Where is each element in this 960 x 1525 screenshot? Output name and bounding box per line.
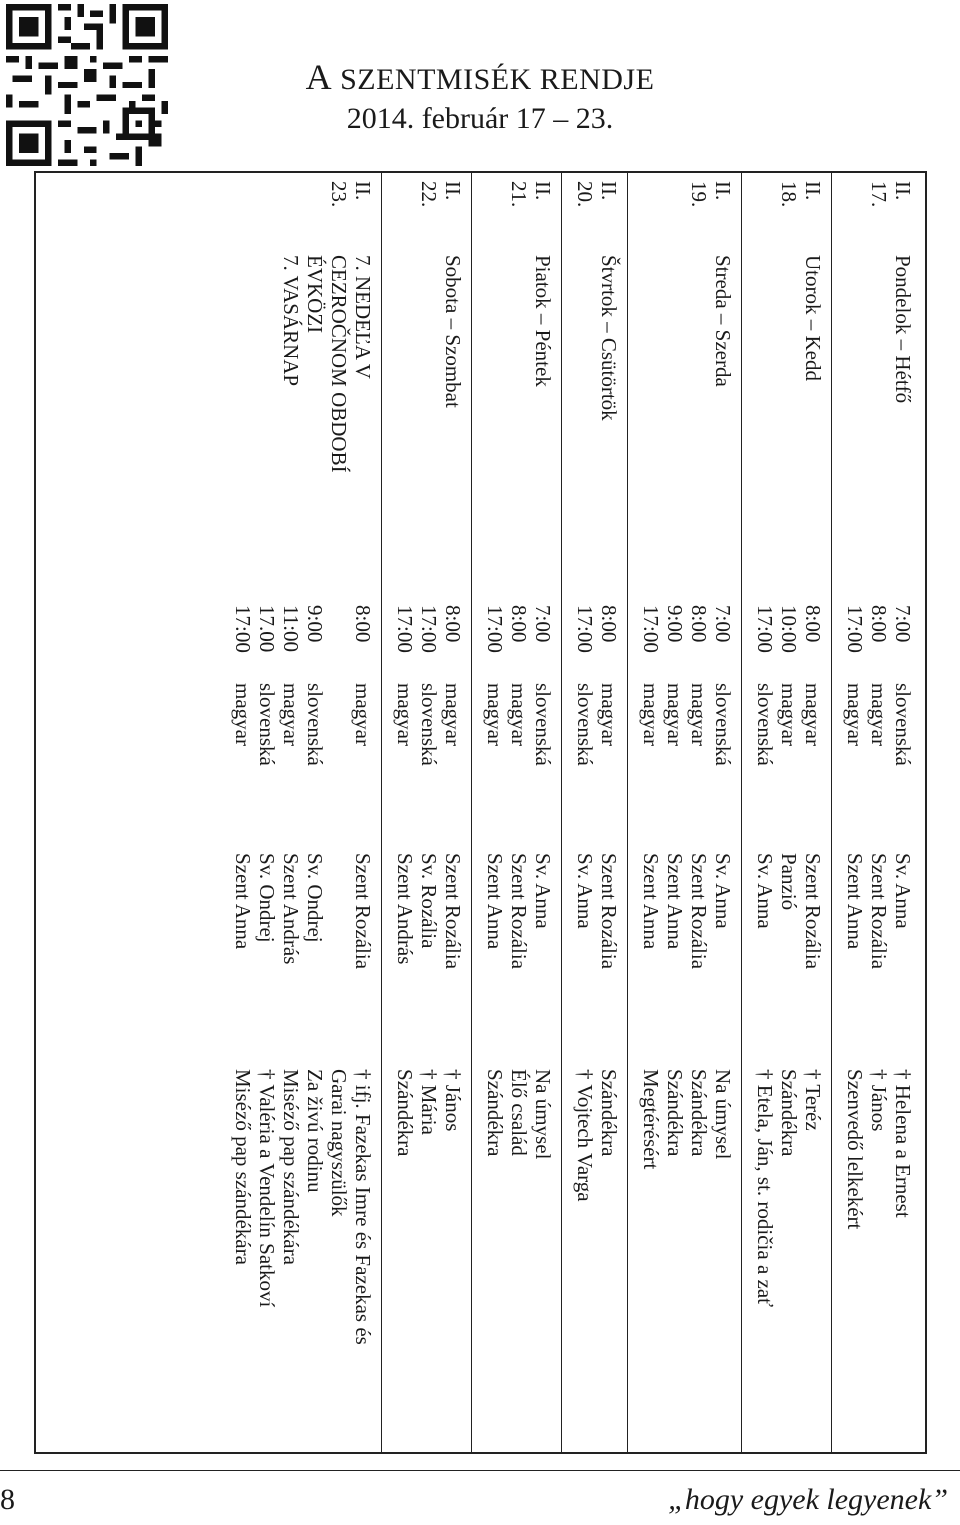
language-cell-line: magyar — [597, 683, 621, 746]
time-cell — [639, 605, 735, 685]
location-cell-line: Szent Anna — [843, 853, 867, 950]
time-cell-line: 9:00 — [303, 605, 327, 643]
location-cell-line: Sv. Anna — [711, 853, 735, 929]
date-cell-line: II. — [891, 181, 915, 201]
location-cell — [573, 853, 621, 1053]
time-cell-line: 17:00 — [573, 605, 597, 653]
time-cell — [231, 605, 375, 685]
time-cell-line: 7:00 — [891, 605, 915, 643]
page-heading — [300, 58, 660, 139]
intention-cell-line: Za živú rodinu — [303, 1069, 327, 1193]
day-name-cell-line: CEZROČNOM OBDOBÍ — [327, 255, 351, 473]
location-cell — [231, 853, 375, 1053]
location-cell-line: Szent Anna — [639, 853, 663, 950]
date-cell-line: 23. — [327, 181, 351, 208]
day-row — [561, 173, 627, 1452]
location-cell-line: Szent Rozália — [597, 853, 621, 970]
time-cell-line: 17.00 — [255, 605, 279, 653]
language-cell — [393, 683, 465, 813]
intention-cell-line: Miséző pap szándékára — [279, 1069, 303, 1265]
intention-cell-line: † János — [441, 1069, 465, 1132]
day-name-cell — [597, 255, 621, 615]
language-cell-line: magyar — [777, 683, 801, 746]
time-cell-line: 8:00 — [801, 605, 825, 643]
date-cell — [687, 181, 735, 241]
day-row — [627, 173, 741, 1452]
intention-cell-line: Szándékra — [663, 1069, 687, 1157]
day-row — [219, 173, 381, 1452]
intention-cell-line: † János — [867, 1069, 891, 1132]
time-cell — [843, 605, 915, 685]
day-name-cell-line: Pondelok – Hétfő — [891, 255, 915, 404]
intention-cell — [573, 1069, 621, 1449]
time-cell-line: 17:00 — [639, 605, 663, 653]
time-cell-line: 17:00 — [393, 605, 417, 653]
date-cell — [417, 181, 465, 241]
intention-cell-line: † Mária — [417, 1069, 441, 1135]
date-cell — [777, 181, 825, 241]
qr-code — [6, 4, 168, 166]
location-cell-line: Panzió — [777, 853, 801, 911]
language-cell — [753, 683, 825, 813]
location-cell — [753, 853, 825, 1053]
day-name-cell-line: Utorok – Kedd — [801, 255, 825, 381]
day-name-cell — [711, 255, 735, 615]
date-cell-line: II. — [441, 181, 465, 201]
time-cell-line: 9:00 — [663, 605, 687, 643]
day-name-cell-line: 7. NEDEĽA V — [351, 255, 375, 379]
qr-code-image — [6, 4, 168, 166]
page-number: 8 — [0, 1483, 15, 1516]
location-cell — [393, 853, 465, 1053]
day-name-cell — [891, 255, 915, 615]
intention-cell-line: Szándékra — [393, 1069, 417, 1157]
time-cell-line: 17:00 — [231, 605, 255, 653]
title-initial: A — [305, 57, 333, 97]
language-cell-line: magyar — [279, 683, 303, 746]
time-cell-line: 7:00 — [531, 605, 555, 643]
language-cell — [573, 683, 621, 813]
time-cell-line: 8:00 — [507, 605, 531, 643]
time-cell — [753, 605, 825, 685]
intention-cell-line: † ifj. Fazekas Imre és Fazekas és — [351, 1069, 375, 1345]
day-name-cell-line: ÉVKÖZI — [303, 255, 327, 334]
intention-cell-line: Megtérésért — [639, 1069, 663, 1170]
location-cell-line: Szent Rozália — [867, 853, 891, 970]
intention-cell-line: † Valéria a Vendelín Satkoví — [255, 1069, 279, 1308]
time-cell-line: 7:00 — [711, 605, 735, 643]
day-row — [471, 173, 561, 1452]
time-cell-line: 8:00 — [867, 605, 891, 643]
location-cell — [843, 853, 915, 1053]
intention-cell-line: † Vojtech Varga — [573, 1069, 597, 1202]
intention-cell — [639, 1069, 735, 1449]
location-cell-line: Szent Rozália — [687, 853, 711, 970]
day-name-cell-line: Štvrtok – Csütörtök — [597, 255, 621, 421]
location-cell-line: Sv. Ondrej — [255, 853, 279, 943]
day-name-cell-line: Streda – Szerda — [711, 255, 735, 387]
location-cell-line: Szent Rozália — [801, 853, 825, 970]
language-cell-line — [327, 683, 351, 813]
day-row — [831, 173, 921, 1452]
footer-motto: „hogy egyek legyenek” — [668, 1483, 948, 1516]
location-cell-line: Szent Rozália — [351, 853, 375, 970]
time-cell-line: 10:00 — [777, 605, 801, 653]
location-cell — [483, 853, 555, 1053]
location-cell-line: Szent Rozália — [441, 853, 465, 970]
language-cell — [231, 683, 375, 813]
date-cell — [507, 181, 555, 241]
time-cell-line: 8:00 — [687, 605, 711, 643]
language-cell-line: magyar — [231, 683, 255, 746]
language-cell-line: slovenská — [255, 683, 279, 766]
location-cell-line: Sv. Rozália — [417, 853, 441, 949]
day-name-cell-line: Sobota – Szombat — [441, 255, 465, 408]
language-cell-line: slovenská — [711, 683, 735, 766]
location-cell-line: Szent András — [279, 853, 303, 965]
intention-cell — [231, 1069, 375, 1449]
language-cell — [639, 683, 735, 813]
time-cell-line: 8:00 — [597, 605, 621, 643]
location-cell-line: Sv. Anna — [753, 853, 777, 929]
time-cell-line: 17:00 — [753, 605, 777, 653]
time-cell-line: 11:00 — [279, 605, 303, 653]
day-name-cell — [531, 255, 555, 615]
time-cell-line: 17:00 — [417, 605, 441, 653]
date-cell — [573, 181, 621, 241]
time-cell-line: 8:00 — [351, 605, 375, 643]
intention-cell-line: Na úmysel — [711, 1069, 735, 1160]
language-cell-line: slovenská — [303, 683, 327, 766]
time-cell — [483, 605, 555, 685]
location-cell-line: Szent Anna — [231, 853, 255, 950]
time-cell-line: 8:00 — [441, 605, 465, 643]
intention-cell-line: Garai nagyszülők — [327, 1069, 351, 1217]
location-cell-line: Szent Rozália — [507, 853, 531, 970]
date-cell — [327, 181, 375, 241]
language-cell-line: slovenská — [531, 683, 555, 766]
day-name-cell-line: Piatok – Péntek — [531, 255, 555, 387]
language-cell-line: magyar — [639, 683, 663, 746]
language-cell-line: slovenská — [891, 683, 915, 766]
language-cell-line: slovenská — [417, 683, 441, 766]
day-name-cell — [279, 255, 375, 615]
day-row — [741, 173, 831, 1452]
location-cell-line: Sv. Anna — [891, 853, 915, 929]
title — [300, 58, 660, 99]
time-cell-line: 17:00 — [483, 605, 507, 653]
intention-cell-line: Szándékra — [597, 1069, 621, 1157]
language-cell — [843, 683, 915, 813]
mass-schedule-table-wrapper — [34, 171, 927, 1454]
language-cell-line: slovenská — [573, 683, 597, 766]
day-name-cell — [801, 255, 825, 615]
time-cell-line: 17:00 — [843, 605, 867, 653]
location-cell-line — [327, 853, 351, 1053]
date-cell-line: II. — [531, 181, 555, 201]
date-cell-line: 21. — [507, 181, 531, 208]
language-cell-line: magyar — [843, 683, 867, 746]
language-cell-line: magyar — [663, 683, 687, 746]
language-cell-line: magyar — [507, 683, 531, 746]
intention-cell-line: † Teréz — [801, 1069, 825, 1131]
mass-schedule-table — [34, 171, 927, 1454]
date-cell-line: II. — [801, 181, 825, 201]
day-row — [381, 173, 471, 1452]
intention-cell — [753, 1069, 825, 1449]
date-cell-line: II. — [597, 181, 621, 201]
intention-cell-line: Élő család — [507, 1069, 531, 1156]
language-cell-line: magyar — [351, 683, 375, 746]
intention-cell-line: † Helena a Ernest — [891, 1069, 915, 1218]
date-cell-line: 17. — [867, 181, 891, 208]
language-cell — [483, 683, 555, 813]
time-cell — [393, 605, 465, 685]
language-cell-line: magyar — [801, 683, 825, 746]
date-cell — [867, 181, 915, 241]
intention-cell — [393, 1069, 465, 1449]
intention-cell-line: Na úmysel — [531, 1069, 555, 1160]
location-cell-line: Sv. Anna — [573, 853, 597, 929]
time-cell — [573, 605, 621, 685]
language-cell-line: magyar — [867, 683, 891, 746]
date-cell-line: 20. — [573, 181, 597, 208]
title-rest: SZENTMISÉK RENDJE — [332, 63, 655, 96]
date-cell-line: II. — [351, 181, 375, 201]
location-cell — [639, 853, 735, 1053]
intention-cell — [843, 1069, 915, 1449]
date-range: 2014. február 17 – 23. — [346, 102, 614, 135]
intention-cell-line: Szándékra — [483, 1069, 507, 1157]
language-cell-line: magyar — [441, 683, 465, 746]
intention-cell — [483, 1069, 555, 1449]
language-cell-line: magyar — [393, 683, 417, 746]
intention-cell-line: Szándékra — [777, 1069, 801, 1157]
intention-cell-line: † Etela, Ján, st. rodičia a zať — [753, 1069, 777, 1308]
language-cell-line: magyar — [687, 683, 711, 746]
intention-cell-line: Szenvedő lelkekért — [843, 1069, 867, 1230]
date-cell-line: 18. — [777, 181, 801, 208]
language-cell-line: slovenská — [753, 683, 777, 766]
intention-cell-line: Szándékra — [687, 1069, 711, 1157]
language-cell-line: magyar — [483, 683, 507, 746]
location-cell-line: Sv. Anna — [531, 853, 555, 929]
date-cell-line: 22. — [417, 181, 441, 208]
location-cell-line: Szent Anna — [663, 853, 687, 950]
location-cell-line: Szent Anna — [483, 853, 507, 950]
location-cell-line: Szent András — [393, 853, 417, 965]
day-name-cell-line: 7. VASÁRNAP — [279, 255, 303, 387]
footer-divider — [0, 1470, 960, 1471]
time-cell-line — [327, 605, 351, 685]
date-cell-line: II. — [711, 181, 735, 201]
day-name-cell — [441, 255, 465, 615]
intention-cell-line: Miséző pap szándékára — [231, 1069, 255, 1265]
location-cell-line: Sv. Ondrej — [303, 853, 327, 943]
date-cell-line: 19. — [687, 181, 711, 208]
